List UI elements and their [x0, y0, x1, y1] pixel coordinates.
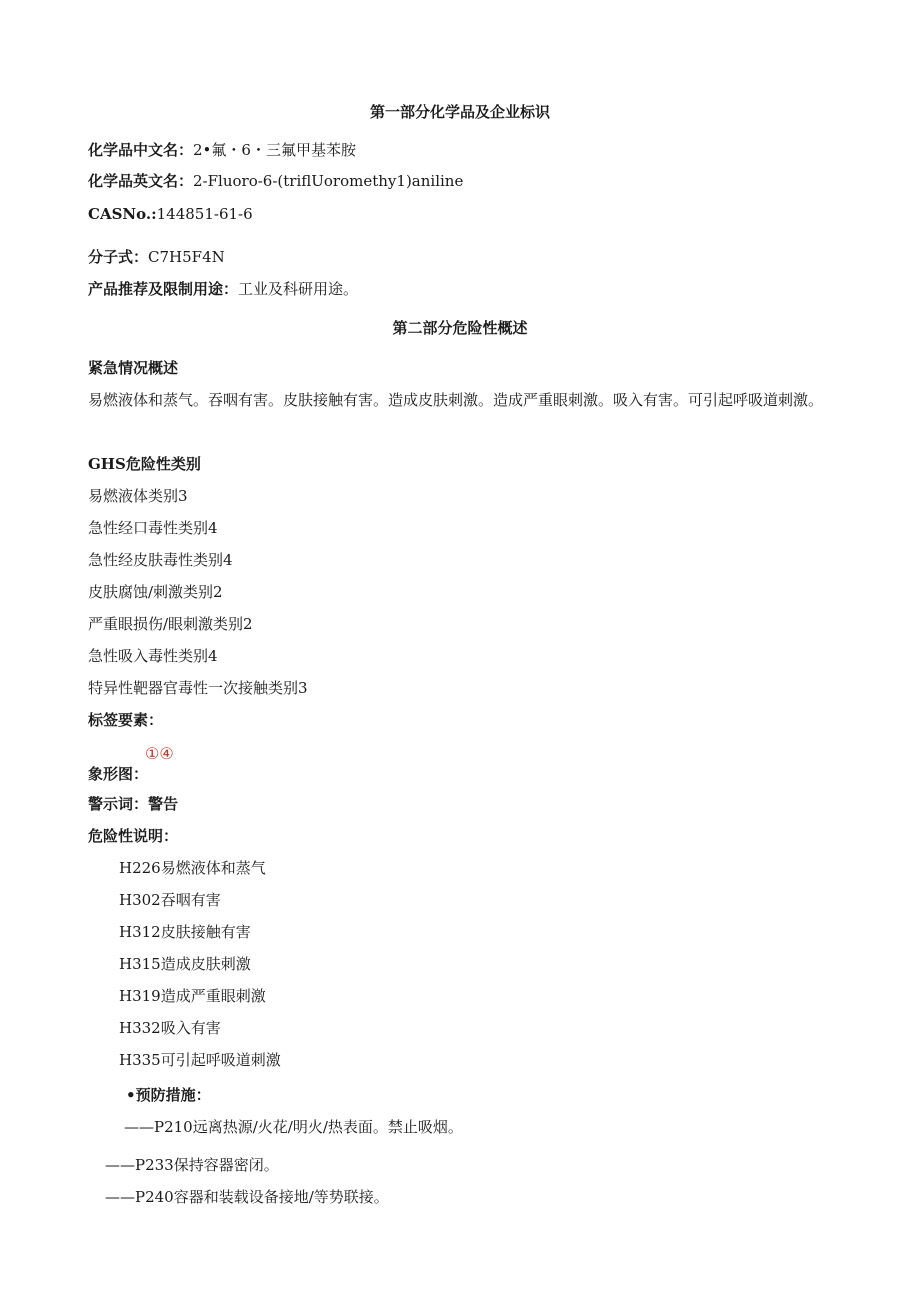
- prevention-heading: •预防措施：: [126, 1086, 211, 1104]
- prevention-item: ——P240容器和装载设备接地/等势联接。: [105, 1188, 389, 1206]
- pictogram-label: 象形图：: [88, 765, 149, 783]
- hazard-heading: 危险性说明：: [88, 827, 179, 845]
- ghs-item: 急性经皮肤毒性类别4: [88, 551, 233, 569]
- emergency-text: 易燃液体和蒸气。吞咽有害。皮肤接触有害。造成皮肤刺激。造成严重眼刺激。吸入有害。可引起呼吸道刺激。: [88, 391, 824, 409]
- cn-name-label: 化学品中文名：: [88, 141, 194, 159]
- formula-label: 分子式：: [88, 248, 149, 266]
- formula-value: C7H5F4N: [148, 248, 225, 266]
- prevention-item: ——P233保持容器密闭。: [105, 1156, 279, 1174]
- cn-name-value: 2•氟・6・三氟甲基苯胺: [193, 141, 356, 159]
- ghs-item: 皮肤腐蚀/刺激类别2: [88, 583, 223, 601]
- cas-row: [88, 204, 253, 224]
- hazard-statement: H332吸入有害: [119, 1019, 221, 1037]
- signal-row: [88, 794, 178, 814]
- ghs-item: 易燃液体类别3: [88, 487, 188, 505]
- ghs-heading: GHS危险性类别: [88, 455, 201, 473]
- emergency-heading: 紧急情况概述: [88, 359, 179, 377]
- cas-label: CASNo.:: [88, 205, 157, 223]
- label-elements-heading: 标签要素：: [88, 711, 164, 729]
- hazard-statement: H312皮肤接触有害: [119, 923, 251, 941]
- ghs-item: 急性经口毒性类别4: [88, 519, 218, 537]
- section2-heading: 第二部分危险性概述: [392, 319, 528, 337]
- pictogram-marks: ①④: [145, 744, 174, 763]
- cn-name-row: [88, 140, 356, 160]
- signal-label: 警示词：: [88, 795, 149, 813]
- use-label: 产品推荐及限制用途：: [88, 280, 239, 298]
- use-value: 工业及科研用途。: [238, 280, 359, 298]
- en-name-row: [88, 171, 463, 191]
- formula-row: [88, 247, 225, 267]
- prevention-item: ——P210远离热源/火花/明火/热表面。禁止吸烟。: [124, 1118, 463, 1136]
- signal-value: 警告: [148, 795, 179, 813]
- section1-heading: 第一部分化学品及企业标识: [369, 103, 550, 121]
- cas-value: 144851-61-6: [156, 205, 253, 223]
- hazard-statement: H335可引起呼吸道刺激: [119, 1051, 281, 1069]
- en-name-label: 化学品英文名：: [88, 172, 194, 190]
- ghs-item: 严重眼损伤/眼刺激类别2: [88, 615, 253, 633]
- use-row: [88, 279, 358, 299]
- ghs-item: 急性吸入毒性类别4: [88, 647, 218, 665]
- en-name-value: 2-Fluoro-6-(triflUoromethy1)aniline: [193, 172, 464, 190]
- hazard-statement: H319造成严重眼刺激: [119, 987, 266, 1005]
- ghs-item: 特异性靶器官毒性一次接触类别3: [88, 679, 308, 697]
- hazard-statement: H226易燃液体和蒸气: [119, 859, 266, 877]
- hazard-statement: H315造成皮肤刺激: [119, 955, 251, 973]
- hazard-statement: H302吞咽有害: [119, 891, 221, 909]
